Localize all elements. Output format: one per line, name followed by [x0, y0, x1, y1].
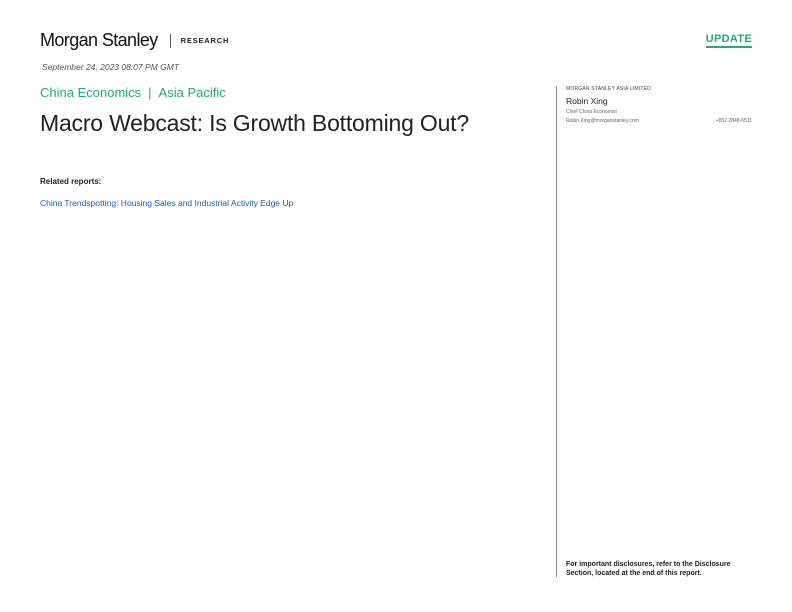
logo-divider	[170, 34, 171, 48]
category-separator: |	[148, 85, 152, 100]
related-reports-heading: Related reports:	[40, 177, 102, 186]
section-label: RESEARCH	[180, 36, 230, 45]
brand-logo	[40, 30, 229, 51]
brand-name: Morgan Stanley	[40, 30, 158, 50]
report-title: Macro Webcast: Is Growth Bottoming Out?	[40, 110, 469, 136]
category-label: China Economics	[40, 85, 142, 100]
analyst-firm: MORGAN STANLEY ASIA LIMITED	[566, 86, 651, 92]
analyst-contact	[566, 118, 752, 124]
publish-date: September 24, 2023 08:07 PM GMT	[42, 62, 180, 72]
report-category	[40, 85, 226, 100]
analyst-role: Chief China Economist	[566, 109, 617, 115]
region-label: Asia Pacific	[158, 85, 226, 100]
column-divider	[556, 86, 557, 577]
analyst-phone: +852 2848-6511	[715, 118, 752, 124]
report-type-badge: UPDATE	[706, 34, 752, 48]
analyst-email[interactable]: Robin.Xing@morganstanley.com	[566, 118, 639, 124]
analyst-name: Robin Xing	[566, 96, 608, 106]
analyst-panel	[566, 86, 752, 124]
disclosure-note: For important disclosures, refer to the Disclosure Section, located at the end of this report.	[566, 561, 731, 577]
related-report-link[interactable]: China Trendspotting: Housing Sales and Industrial Activity Edge Up	[40, 198, 294, 208]
